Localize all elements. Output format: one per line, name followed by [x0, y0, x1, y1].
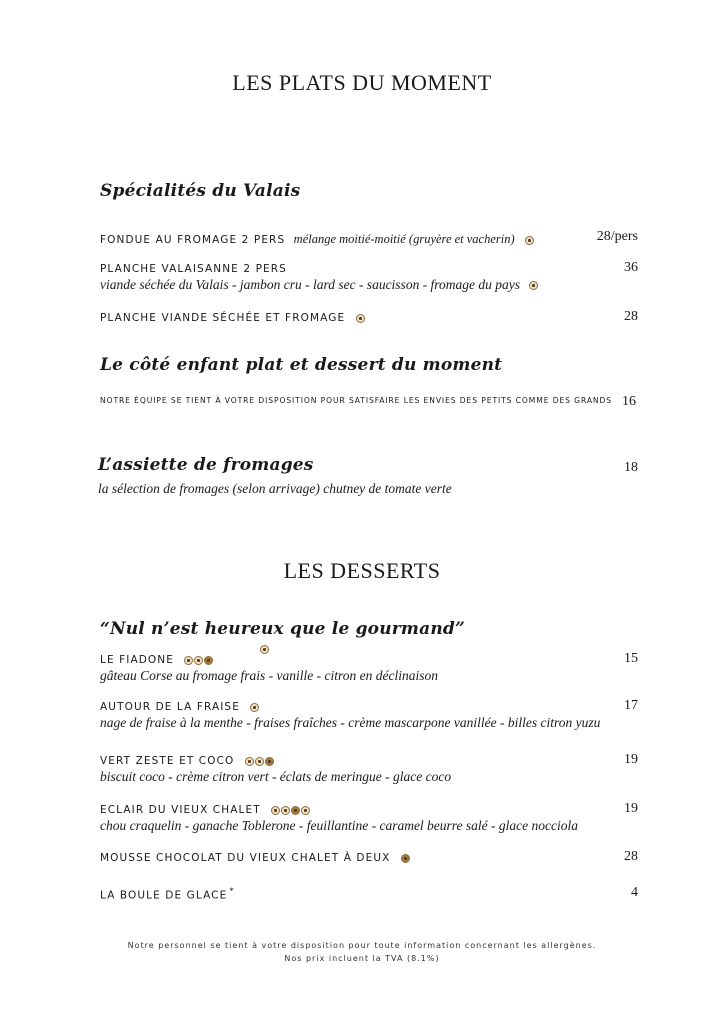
dessert-fraise: [100, 701, 259, 713]
price-boule-glace: 4: [631, 885, 638, 900]
dessert-vert-zeste: [100, 755, 274, 767]
price-planche-valaisanne: 36: [624, 260, 638, 275]
egg-allergen-icon: [245, 757, 254, 766]
section-heading-enfant: Le côté enfant plat et dessert du moment: [100, 355, 503, 375]
price-mousse: 28: [624, 849, 638, 864]
price-fraise: 17: [624, 698, 638, 713]
dish-name: VERT ZESTE ET COCO: [100, 755, 235, 767]
dish-description: viande séchée du Valais - jambon cru - lard sec - saucisson - fromage du pays: [100, 277, 521, 292]
dish-description-planche-valaisanne: [100, 277, 538, 293]
dish-name: AUTOUR DE LA FRAISE: [100, 701, 240, 713]
dish-fondue: [100, 232, 534, 247]
desserts-title: LES DESSERTS: [283, 558, 441, 583]
price-fromages: 18: [624, 460, 638, 475]
milk-allergen-icon: [525, 236, 534, 245]
gluten-allergen-icon: [301, 806, 310, 815]
price-planche-viande: 28: [624, 309, 638, 324]
dish-name: LA BOULE DE GLACE: [100, 889, 228, 902]
enfant-text: NOTRE ÉQUIPE SE TIENT À VOTRE DISPOSITION POUR SATISFAIRE LES ENVIES DES PETITS COMME DES GRANDS: [100, 396, 612, 405]
price-eclair: 19: [624, 801, 638, 816]
milk-allergen-icon: [356, 314, 365, 323]
milk-allergen-icon: [250, 703, 259, 712]
section-heading-desserts: “Nul n’est heureux que le gourmand”: [100, 619, 465, 639]
nut-allergen-icon: [265, 757, 274, 766]
price-fiadone: 15: [624, 651, 638, 666]
milk-allergen-icon: [529, 281, 538, 290]
egg-allergen-icon: [184, 656, 193, 665]
price-fondue: 28/pers: [596, 229, 638, 244]
nut-allergen-icon: [291, 806, 300, 815]
nut-allergen-icon: [204, 656, 213, 665]
dessert-description: nage de fraise à la menthe - fraises fraîches - crème mascarpone vanillée - billes citron yuzu: [100, 715, 601, 730]
dish-planche-valaisanne: PLANCHE VALAISANNE 2 PERS: [100, 263, 287, 275]
page-title: LES PLATS DU MOMENT: [232, 70, 492, 95]
dessert-fiadone: [100, 654, 213, 666]
dish-name: PLANCHE VIANDE SÉCHÉE ET FROMAGE: [100, 312, 346, 324]
dish-name: MOUSSE CHOCOLAT DU VIEUX CHALET À DEUX: [100, 852, 391, 864]
footer-allergens: Notre personnel se tient à votre disposition pour toute information concernant les allergènes.: [127, 941, 597, 950]
price-enfant: 16: [622, 394, 636, 409]
dessert-description: gâteau Corse au fromage frais - vanille - citron en déclinaison: [100, 668, 438, 683]
milk-allergen-icon: [281, 806, 290, 815]
nut-allergen-icon: [401, 854, 410, 863]
footer-tva: Nos prix incluent la TVA (8.1%): [284, 954, 440, 963]
dish-planche-viande: [100, 312, 365, 324]
dessert-description: biscuit coco - crème citron vert - éclats de meringue - glace coco: [100, 769, 452, 784]
dish-name: LE FIADONE: [100, 654, 174, 666]
dish-name: ECLAIR DU VIEUX CHALET: [100, 804, 261, 816]
dessert-eclair: [100, 804, 310, 816]
egg-allergen-icon: [271, 806, 280, 815]
dessert-description: chou craquelin - ganache Toblerone - feuillantine - caramel beurre salé - glace nocciola: [100, 818, 579, 833]
asterisk-note: *: [229, 886, 235, 896]
dish-description: mélange moitié-moitié (gruyère et vacherin): [293, 232, 515, 246]
dessert-mousse: [100, 852, 410, 864]
section-heading-fromages: L’assiette de fromages: [98, 455, 314, 475]
milk-allergen-icon: [260, 645, 269, 654]
fromages-description: la sélection de fromages (selon arrivage) chutney de tomate verte: [98, 481, 452, 496]
price-vert-zeste: 19: [624, 752, 638, 767]
footer-note: [0, 939, 724, 965]
dessert-boule-glace: [100, 886, 235, 902]
dish-name: FONDUE AU FROMAGE 2 PERS: [100, 234, 286, 246]
section-heading-valais: Spécialités du Valais: [100, 181, 301, 201]
milk-allergen-icon: [194, 656, 203, 665]
milk-allergen-icon: [255, 757, 264, 766]
